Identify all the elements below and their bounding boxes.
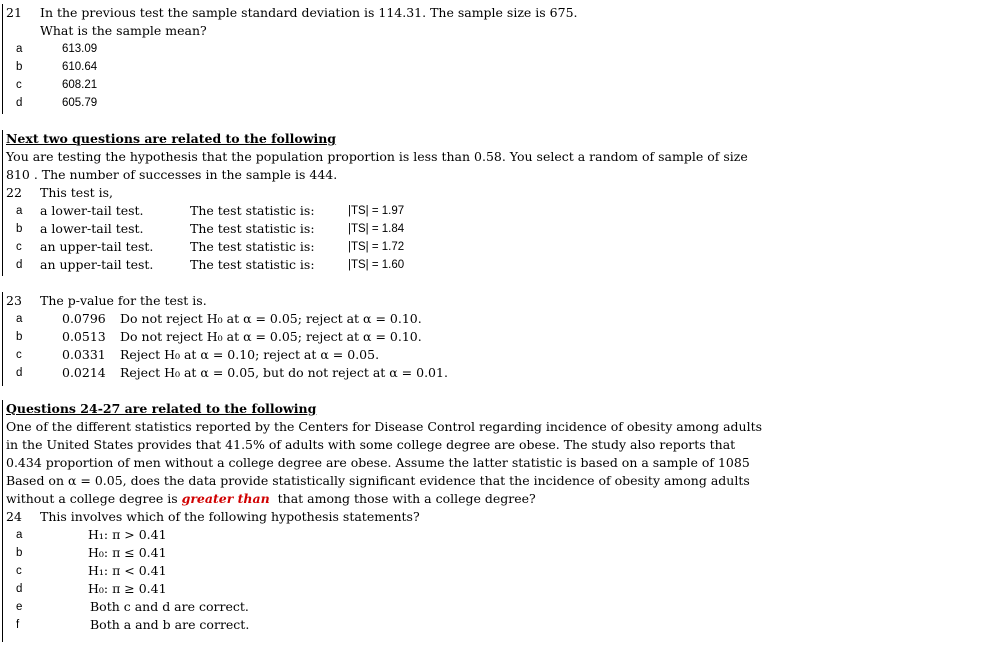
q22-option-c-letter: c bbox=[16, 241, 22, 253]
q22-option-c-stat-label: The test statistic is: bbox=[190, 239, 315, 254]
q22-option-a-test: a lower-tail test. bbox=[40, 203, 144, 218]
q23-option-a-letter: a bbox=[16, 313, 23, 325]
section2-line5-emphasis: greater than bbox=[181, 491, 270, 506]
left-border-section2 bbox=[2, 400, 3, 642]
section2-line3: 0.434 proportion of men without a college degree are obese. Assume the latter statistic is based on a sample of 1085 bbox=[6, 455, 750, 470]
q21-option-c-letter: c bbox=[16, 79, 22, 91]
q23-option-d-pvalue: 0.0214 bbox=[62, 365, 106, 380]
q22-option-a-stat-label: The test statistic is: bbox=[190, 203, 315, 218]
q24-option-c-letter: c bbox=[16, 565, 22, 577]
left-border-q21 bbox=[2, 4, 3, 114]
q22-option-c-test: an upper-tail test. bbox=[40, 239, 154, 254]
q22-option-a-letter: a bbox=[16, 205, 23, 217]
q21-line2: What is the sample mean? bbox=[40, 23, 207, 38]
q23-option-a-decision: Do not reject H₀ at α = 0.05; reject at α = 0.10. bbox=[120, 311, 422, 326]
q24-number: 24 bbox=[6, 509, 22, 524]
q24-option-e-text: Both c and d are correct. bbox=[90, 599, 249, 614]
q22-option-c-stat: |TS| = 1.72 bbox=[348, 241, 405, 253]
q22-number: 22 bbox=[6, 185, 22, 200]
left-border-section1 bbox=[2, 130, 3, 276]
q22-question: This test is, bbox=[40, 185, 113, 200]
section2-line4: Based on α = 0.05, does the data provide statistically significant evidence that the incidence of obesity among adults bbox=[6, 473, 750, 488]
q24-question: This involves which of the following hypothesis statements? bbox=[40, 509, 420, 524]
q23-option-b-pvalue: 0.0513 bbox=[62, 329, 106, 344]
q23-option-b-decision: Do not reject H₀ at α = 0.05; reject at α = 0.10. bbox=[120, 329, 422, 344]
q22-option-d-stat-label: The test statistic is: bbox=[190, 257, 315, 272]
section1-header: Next two questions are related to the following bbox=[6, 131, 337, 146]
q22-option-b-stat-label: The test statistic is: bbox=[190, 221, 315, 236]
q21-option-d-text: 605.79 bbox=[62, 97, 98, 109]
q22-option-b-test: a lower-tail test. bbox=[40, 221, 144, 236]
section2-line5-post: that among those with a college degree? bbox=[269, 491, 536, 506]
q21-option-c-text: 608.21 bbox=[62, 79, 98, 91]
q23-option-c-letter: c bbox=[16, 349, 22, 361]
section2-line5-pre: without a college degree is bbox=[6, 491, 182, 506]
q24-option-e-letter: e bbox=[16, 601, 23, 613]
q23-option-c-pvalue: 0.0331 bbox=[62, 347, 106, 362]
q23-option-c-decision: Reject H₀ at α = 0.10; reject at α = 0.05. bbox=[120, 347, 380, 362]
q22-option-a-stat: |TS| = 1.97 bbox=[348, 205, 405, 217]
q21-option-a-text: 613.09 bbox=[62, 43, 98, 55]
q24-option-d-text: H₀: π ≥ 0.41 bbox=[88, 581, 167, 596]
q21-option-d-letter: d bbox=[16, 97, 23, 109]
q24-option-a-letter: a bbox=[16, 529, 23, 541]
left-border-q23 bbox=[2, 292, 3, 386]
section2-line1: One of the different statistics reported by the Centers for Disease Control regarding incidence of obesity among adults bbox=[6, 419, 763, 434]
q23-option-a-pvalue: 0.0796 bbox=[62, 311, 106, 326]
q23-option-b-letter: b bbox=[16, 331, 23, 343]
q22-option-b-stat: |TS| = 1.84 bbox=[348, 223, 405, 235]
section2-line5 bbox=[6, 490, 536, 508]
q24-option-c-text: H₁: π < 0.41 bbox=[88, 563, 167, 578]
q21-option-b-text: 610.64 bbox=[62, 61, 98, 73]
q21-line1: In the previous test the sample standard deviation is 114.31. The sample size is 675. bbox=[40, 5, 578, 20]
q24-option-b-letter: b bbox=[16, 547, 23, 559]
q24-option-f-letter: f bbox=[16, 619, 20, 631]
q24-option-b-text: H₀: π ≤ 0.41 bbox=[88, 545, 167, 560]
section2-header: Questions 24-27 are related to the following bbox=[6, 401, 317, 416]
q22-option-d-test: an upper-tail test. bbox=[40, 257, 154, 272]
section1-line2: 810 . The number of successes in the sample is 444. bbox=[6, 167, 338, 182]
q23-option-d-decision: Reject H₀ at α = 0.05, but do not reject at α = 0.01. bbox=[120, 365, 448, 380]
q22-option-d-letter: d bbox=[16, 259, 23, 271]
q23-option-d-letter: d bbox=[16, 367, 23, 379]
q21-option-b-letter: b bbox=[16, 61, 23, 73]
q24-option-a-text: H₁: π > 0.41 bbox=[88, 527, 167, 542]
q21-option-a-letter: a bbox=[16, 43, 23, 55]
section2-line2: in the United States provides that 41.5% of adults with some college degree are obese. The study also reports that bbox=[6, 437, 736, 452]
q24-option-d-letter: d bbox=[16, 583, 23, 595]
q22-option-d-stat: |TS| = 1.60 bbox=[348, 259, 405, 271]
q23-number: 23 bbox=[6, 293, 22, 308]
q22-option-b-letter: b bbox=[16, 223, 23, 235]
section1-line1: You are testing the hypothesis that the population proportion is less than 0.58. You select a random of sample of size bbox=[6, 149, 748, 164]
q21-number: 21 bbox=[6, 5, 22, 20]
q24-option-f-text: Both a and b are correct. bbox=[90, 617, 250, 632]
q23-question: The p-value for the test is. bbox=[40, 293, 207, 308]
